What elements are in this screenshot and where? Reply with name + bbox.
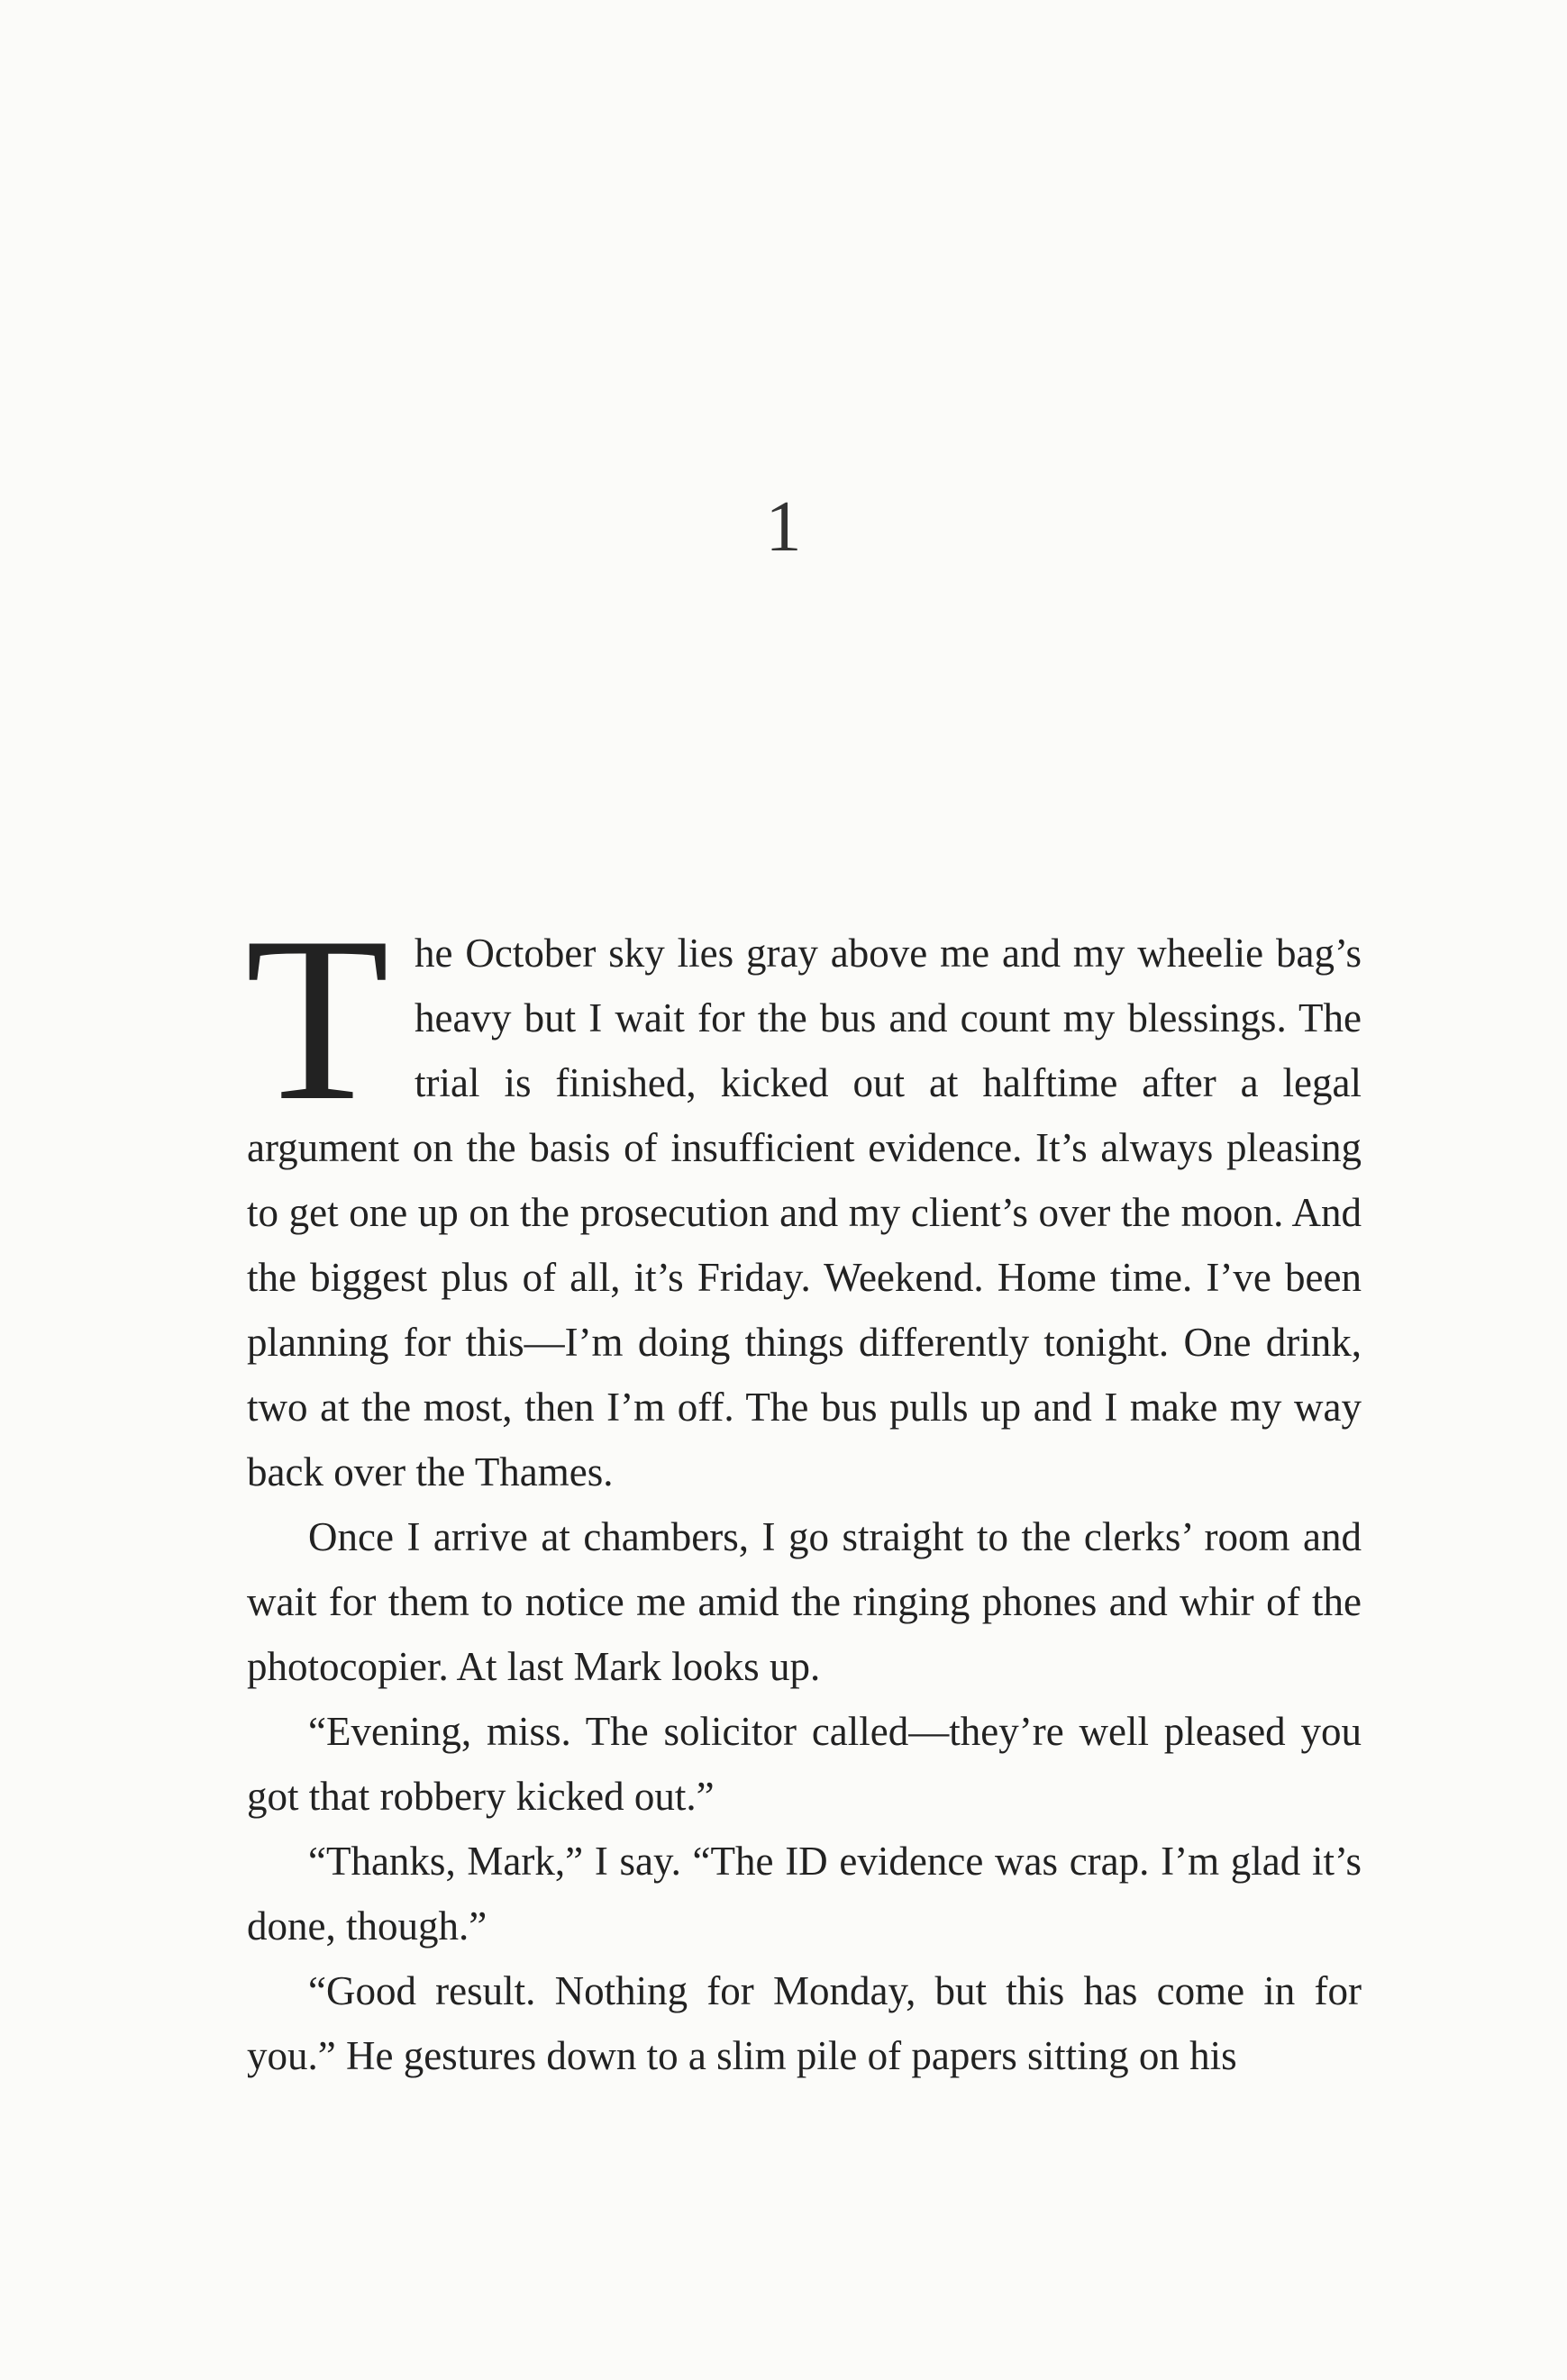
drop-cap: T [245,888,390,1149]
paragraph-1 [245,888,1362,1504]
paragraph-1-text: he October sky lies gray above me and my wheelie bag’s heavy but I wait for the bus and count my blessings. The trial is finished, kicked out at halftime after a legal argument on the basis of insufficient evidence. It’s always pleasing to get one up on the prosecution and my client’s over the moon. And the biggest plus of all, it’s Friday. Weekend. Home time. I’ve been planning for this—I’m doing things differently tonight. One drink, two at the most, then I’m off. The bus pulls up and I make my way back over the Thames. [247,931,1362,1494]
paragraph-3: “Evening, miss. The solicitor called—they’re well pleased you got that robbery kicked out.” [247,1709,1362,1819]
body-text [245,888,1362,2088]
paragraph-4: “Thanks, Mark,” I say. “The ID evidence was crap. I’m glad it’s done, though.” [247,1839,1362,1949]
paragraph-5: “Good result. Nothing for Monday, but this has come in for you.” He gestures down to a slim pile of papers sitting on his [247,1968,1362,2078]
chapter-number: 1 [765,487,802,567]
paragraph-2: Once I arrive at chambers, I go straight to the clerks’ room and wait for them to notice me amid the ringing phones and whir of the photocopier. At last Mark looks up. [247,1514,1362,1689]
